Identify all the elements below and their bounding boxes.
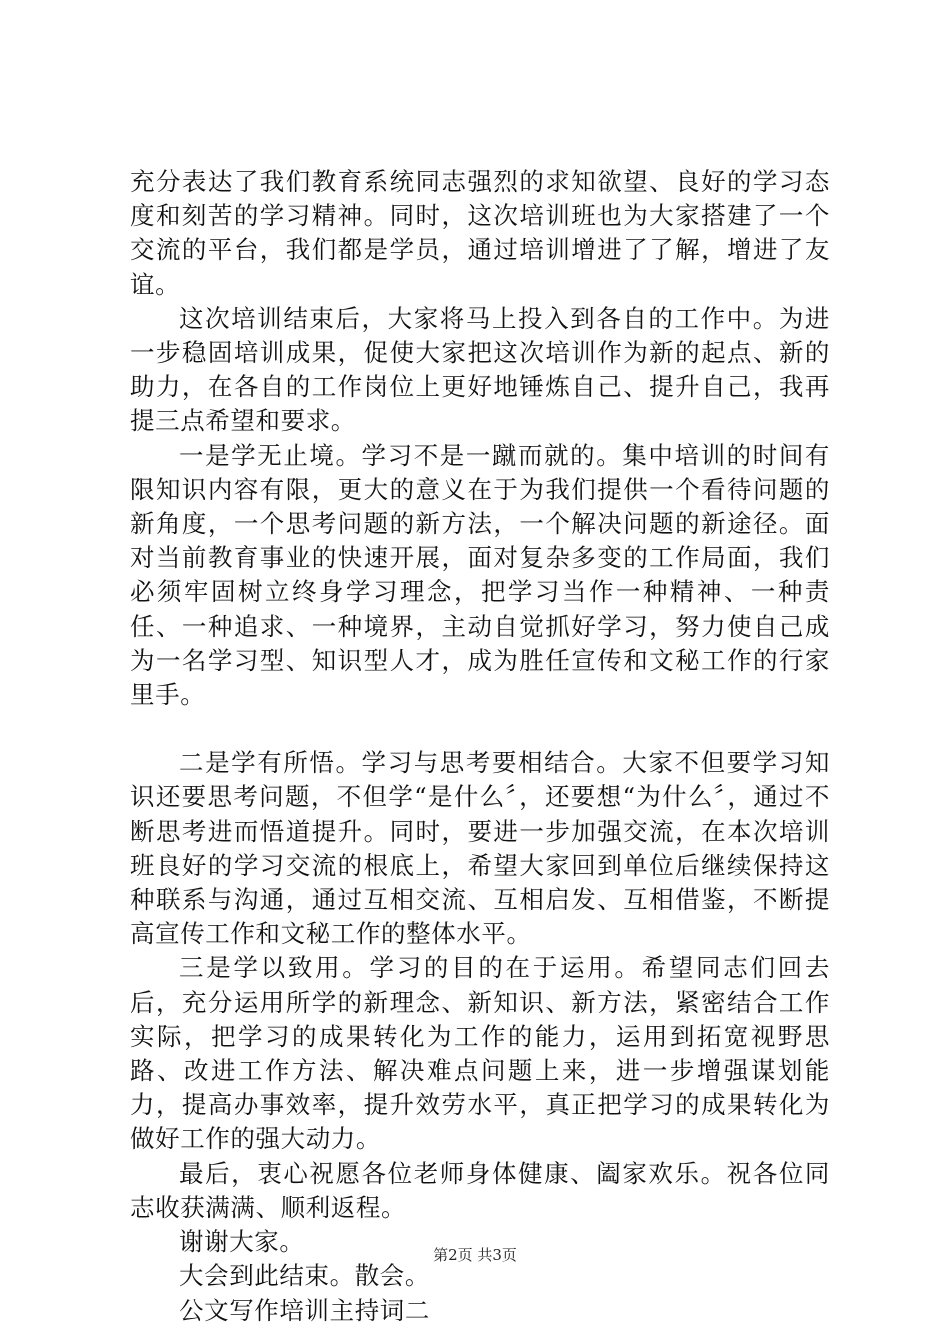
paragraph-spacer xyxy=(130,712,830,746)
paragraph-next-title: 公文写作培训主持词二 xyxy=(179,1295,430,1325)
paragraph-point-one: 一是学无止境。学习不是一蹴而就的。集中培训的时间有限知识内容有限，更大的意义在于为我们提供一个看待问题的新角度，一个思考问题的新方法，一个解决问题的新途径。面对当前教育事业的快速开展，面对复杂多变的工作局面，我们必须牢固树立终身学习理念，把学习当作一种精神、一种责任、一种追求、一种境界，主动自觉抓好学习，努力使自己成为一名学习型、知识型人才，成为胜任宣传和文秘工作的行家里手。 xyxy=(130,440,830,710)
page-number-footer: 第2页 共3页 xyxy=(433,1246,517,1264)
paragraph-thanks: 谢谢大家。 xyxy=(179,1227,305,1257)
paragraph-meeting-end: 大会到此结束。散会。 xyxy=(179,1261,430,1291)
paragraph-point-three: 三是学以致用。学习的目的在于运用。希望同志们回去后，充分运用所学的新理念、新知识、新方法，紧密结合工作实际，把学习的成果转化为工作的能力，运用到拓宽视野思路、改进工作方法、解决难点问题上来，进一步增强谋划能力，提高办事效率，提升效劳水平，真正把学习的成果转化为做好工作的强大动力。 xyxy=(130,953,830,1154)
document-body xyxy=(130,165,830,1328)
paragraph-continuation: 充分表达了我们教育系统同志强烈的求知欲望、良好的学习态度和刻苦的学习精神。同时，这次培训班也为大家搭建了一个交流的平台，我们都是学员，通过培训增进了了解，增进了友谊。 xyxy=(130,167,830,299)
paragraph-after-training: 这次培训结束后，大家将马上投入到各自的工作中。为进一步稳固培训成果，促使大家把这次培训作为新的起点、新的助力，在各自的工作岗位上更好地锤炼自己、提升自己，我再提三点希望和要求。 xyxy=(130,303,830,436)
paragraph-point-two: 二是学有所悟。学习与思考要相结合。大家不但要学习知识还要思考问题，不但学“是什么〞，还要想“为什么〞，通过不断思考进而悟道提升。同时，要进一步加强交流，在本次培训班良好的学习交流的根底上，希望大家回到单位后继续保持这种联系与沟通，通过互相交流、互相启发、互相借鉴，不断提高宣传工作和文秘工作的整体水平。 xyxy=(130,748,830,949)
paragraph-closing-wishes: 最后，衷心祝愿各位老师身体健康、阖家欢乐。祝各位同志收获满满、顺利返程。 xyxy=(130,1158,830,1222)
